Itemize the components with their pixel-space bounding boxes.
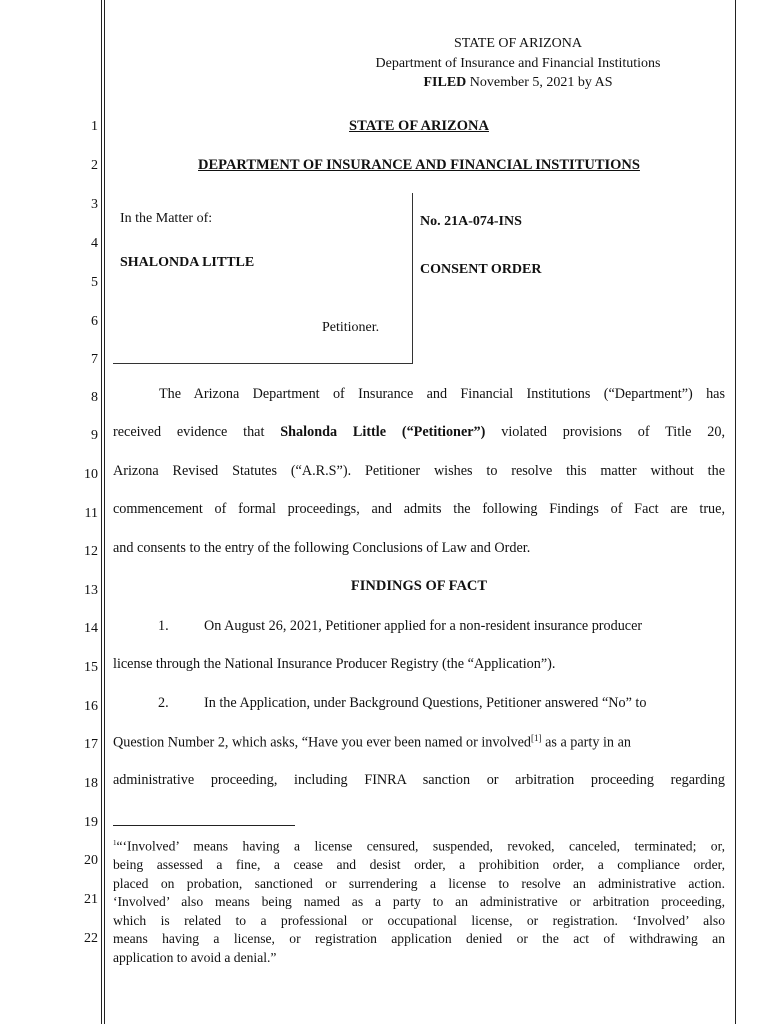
caption-case-number bbox=[420, 214, 522, 230]
findings-heading bbox=[113, 578, 725, 595]
caption-in-matter: In the Matter of: bbox=[120, 211, 213, 226]
footnote-line-3: placed on probation, sanctioned or surrendering a license to resolve an administrative action. bbox=[113, 875, 725, 891]
caption-doc-type bbox=[420, 262, 542, 278]
stamp-line2: Department of Insurance and Financial Institutions bbox=[375, 55, 661, 71]
line-number: 18 bbox=[84, 776, 98, 791]
stamp-filed-line bbox=[330, 73, 706, 93]
intro-petitioner-name: Shalonda Little (“Petitioner”) bbox=[280, 424, 486, 440]
filing-stamp bbox=[330, 34, 706, 93]
heading-department bbox=[113, 157, 725, 174]
line-number: 5 bbox=[91, 275, 98, 290]
intro-line-4-text: commencement of formal proceedings, and admits the following Findings of Fact are true, bbox=[113, 501, 725, 517]
line-number: 13 bbox=[84, 583, 98, 598]
para2-line-1-text: In the Application, under Background Questions, Petitioner answered “No” to bbox=[204, 695, 647, 711]
para1-number: 1. bbox=[158, 618, 169, 634]
caption-party bbox=[120, 255, 254, 271]
footnote bbox=[113, 834, 725, 967]
stamp-filed-text: November 5, 2021 by AS bbox=[466, 75, 613, 90]
caption-role: Petitioner. bbox=[322, 320, 380, 335]
line-number: 2 bbox=[91, 158, 98, 173]
doc-type-text: CONSENT ORDER bbox=[420, 262, 542, 277]
line-number: 16 bbox=[84, 699, 98, 714]
footnote-line-1-text: “‘Involved’ means having a license censured, suspended, revoked, canceled, terminated; or, bbox=[116, 838, 725, 854]
line-number: 19 bbox=[84, 815, 98, 830]
footnote-marker: 1 bbox=[113, 839, 117, 847]
footnote-line-4: ‘Involved’ also means being named as a party to an administrative or arbitration proceeding, bbox=[113, 894, 725, 910]
line-number: 6 bbox=[91, 314, 98, 329]
line-number: 10 bbox=[84, 467, 98, 482]
intro-line-3 bbox=[113, 463, 725, 480]
footnote-line-6: means having a license, or registration application denied or the act of withdrawing an bbox=[113, 931, 725, 947]
line-number: 8 bbox=[91, 390, 98, 405]
line-number: 3 bbox=[91, 197, 98, 212]
line-number: 17 bbox=[84, 737, 98, 752]
footnote-line-2: being assessed a fine, a cease and desist order, a prohibition order, a compliance order, bbox=[113, 857, 725, 873]
line-number: 11 bbox=[84, 506, 98, 521]
line-number: 7 bbox=[91, 352, 98, 367]
footnote-reference[interactable]: [1] bbox=[531, 733, 542, 743]
para1-line-1-text: On August 26, 2021, Petitioner applied for a non-resident insurance producer bbox=[204, 618, 643, 634]
para2-number: 2. bbox=[158, 695, 169, 711]
para2-line-3 bbox=[113, 772, 725, 789]
findings-heading-text: FINDINGS OF FACT bbox=[350, 578, 488, 594]
line-number: 14 bbox=[84, 621, 98, 636]
para2-line-2b: as a party in an bbox=[541, 734, 631, 751]
caption-party-text: SHALONDA LITTLE bbox=[120, 255, 255, 270]
footnote-line-1 bbox=[113, 834, 725, 856]
line-number: 9 bbox=[91, 428, 98, 443]
line-number: 1 bbox=[91, 119, 98, 134]
left-margin-rule bbox=[104, 0, 105, 1024]
line-number: 22 bbox=[84, 931, 98, 946]
para2-line-2 bbox=[113, 733, 725, 752]
footnote-line-7: application to avoid a denial.” bbox=[113, 949, 277, 965]
footnote-line-5: which is related to a professional or occupational license, or registration. ‘Involved’ also bbox=[113, 912, 725, 928]
heading-state-text: STATE OF ARIZONA bbox=[349, 118, 489, 134]
para2-line-3-text: administrative proceeding, including FINRA sanction or arbitration proceeding regarding bbox=[113, 772, 725, 788]
intro-line-5-text: and consents to the entry of the following Conclusions of Law and Order. bbox=[113, 540, 531, 556]
line-number: 21 bbox=[84, 892, 98, 907]
stamp-line1: STATE OF ARIZONA bbox=[454, 36, 582, 51]
para1-line-2-text: license through the National Insurance Producer Registry (the “Application”). bbox=[113, 656, 556, 672]
case-number-text: No. 21A-074-INS bbox=[420, 214, 522, 229]
intro-line-2a: received evidence that bbox=[113, 424, 281, 440]
stamp-filed-label: FILED bbox=[423, 75, 467, 90]
intro-line-1-text: The Arizona Department of Insurance and Financial Institutions (“Department”) has bbox=[159, 386, 725, 402]
intro-line-1 bbox=[159, 386, 725, 403]
para2-line-1 bbox=[204, 695, 725, 712]
line-number: 20 bbox=[84, 853, 98, 868]
intro-line-4 bbox=[113, 501, 725, 518]
intro-line-2c: violated provisions of Title 20, bbox=[485, 424, 726, 440]
intro-line-3-text: Arizona Revised Statutes (“A.R.S”). Petitioner wishes to resolve this matter without the bbox=[113, 463, 725, 479]
heading-state bbox=[113, 118, 725, 135]
line-number: 15 bbox=[84, 660, 98, 675]
para2-line-2a: Question Number 2, which asks, “Have you ever been named or involved bbox=[113, 734, 532, 751]
para1-line-1 bbox=[204, 618, 725, 635]
left-margin-rule bbox=[101, 0, 102, 1024]
intro-line-2 bbox=[113, 424, 725, 441]
para1-line-2 bbox=[113, 656, 725, 673]
heading-department-text: DEPARTMENT OF INSURANCE AND FINANCIAL INSTITUTIONS bbox=[198, 157, 640, 173]
right-margin-rule bbox=[735, 0, 736, 1024]
footnote-separator bbox=[113, 825, 295, 826]
intro-line-5 bbox=[113, 540, 725, 557]
line-number: 12 bbox=[84, 544, 98, 559]
line-number: 4 bbox=[91, 236, 98, 251]
